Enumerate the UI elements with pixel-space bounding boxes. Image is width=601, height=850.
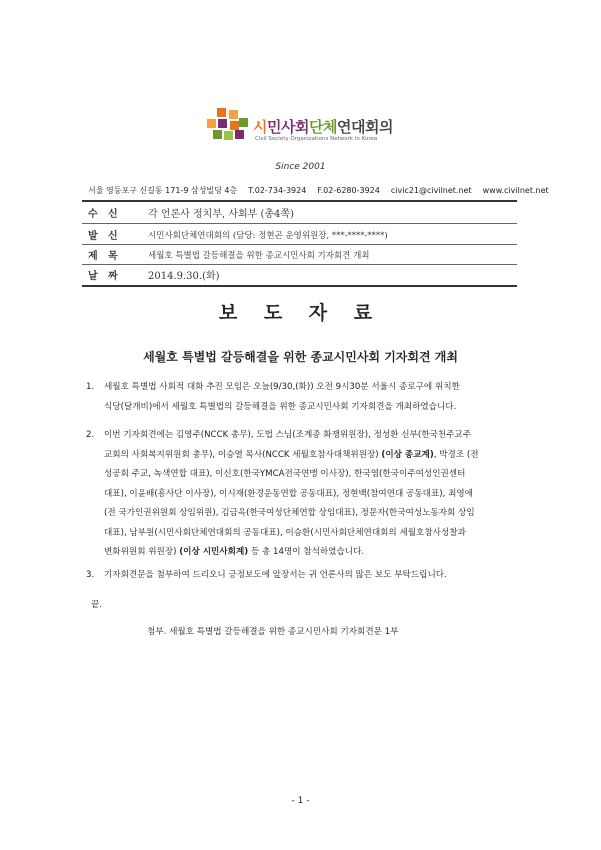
- header-from-value: 시민사회단체연대회의 (담당: 정현곤 운영위원장, ***-****-****): [148, 230, 388, 241]
- header-row-date: 날 짜 2014.9.30.(화): [88, 266, 220, 283]
- logo-subtitle: Civil Society Organizations Network in Korea: [255, 136, 378, 142]
- address-location: 서울 영등포구 신길동 171-9 삼성빌딩 4층: [88, 186, 238, 195]
- attachment-note: 첨부. 세월호 특별법 갈등해결을 위한 종교시민사회 기자회견문 1부: [147, 627, 399, 637]
- header-divider: [82, 244, 517, 245]
- page-number: - 1 -: [291, 796, 310, 806]
- header-row-from: 발 신 시민사회단체연대회의 (담당: 정현곤 운영위원장, ***-****-****): [88, 230, 388, 242]
- header-subject-value: 세월호 특별법 갈등해결을 위한 종교시민사회 기자회견 개최: [148, 250, 370, 261]
- header-date-value: 2014.9.30.(화): [148, 271, 220, 282]
- item-3: 3. 기자회견문을 첨부하여 드리오니 긍정보도에 앞장서는 귀 언론사의 많은 보도 부탁드립니다.: [86, 570, 447, 580]
- header-row-subject: 제 목 세월호 특별법 갈등해결을 위한 종교시민사회 기자회견 개최: [88, 250, 370, 262]
- address-line: [88, 185, 560, 196]
- logo-mosaic-icon: [205, 108, 249, 144]
- since-text: Since 2001: [275, 162, 326, 172]
- end-mark: 끝.: [91, 600, 103, 610]
- bold-label-civil: (이상 시민사회계): [179, 547, 249, 557]
- header-divider: [82, 264, 517, 265]
- item-1: 1. 세월호 특별법 사회적 대화 추진 모임은 오늘(9/30,(화)) 오전 9시30분 서울시 종로구에 위치한 식당(달개비)에서 세월호 특별법의 갈등해결을 위한 종교시민사회 기자회견을 개최하였습니다.: [86, 382, 460, 412]
- press-release-subtitle: 세월호 특별법 갈등해결을 위한 종교시민사회 기자회견 개최: [143, 350, 458, 364]
- header-divider: [82, 223, 517, 224]
- address-tel: T.02-734-3924: [248, 186, 307, 195]
- bold-label-religious: (이상 종교계): [381, 449, 434, 460]
- header-row-to: 수 신 각 언론사 정치부, 사회부 (총4쪽): [88, 204, 294, 221]
- press-release-title: 보 도 자 료: [218, 302, 383, 324]
- organization-logo: [205, 108, 405, 152]
- item-2: 2. 이번 기자회견에는 김영주(NCCK 총무), 도법 스님(조계종 화쟁위원장), 정성환 신부(한국천주교주 교회의 사회복지위원회 총무), 이승열 목사(NCCK 세월호참사대책위원장) (이상 종교계), 박경조 (전 성공회 주교, 녹색연합 대표), 이신호(한국YMCA전국연맹 이사장), 한국염(한국이주여성인권센터 대표), 이윤배(흥사단 이사장), 이시재(환경운동연합 공동대표), 정현백(참여연대 공동대표), 최영애 (전 국가인권위원회 상임위원), 김금옥(한국여성단체연합 상임대표), 정문자(한국여성노동자회 상임 대표), 남부원(시민사회단체연대회의 공동대표), 이승환(시민사회단체연대회의 세월호참사성찰과 변화위원회 위원장) (이상 시민사회계) 등 총 14명이 참석하였습니다.: [86, 430, 479, 557]
- logo-title: 시민사회단체연대회의: [253, 118, 393, 136]
- address-email: civic21@civilnet.net: [390, 186, 472, 195]
- header-top-rule: [82, 200, 517, 202]
- header-bottom-rule: [82, 285, 517, 287]
- header-to-value: 각 언론사 정치부, 사회부 (총4쪽): [148, 209, 294, 220]
- address-fax: F.02-6280-3924: [317, 186, 380, 195]
- address-website: www.civilnet.net: [482, 186, 549, 195]
